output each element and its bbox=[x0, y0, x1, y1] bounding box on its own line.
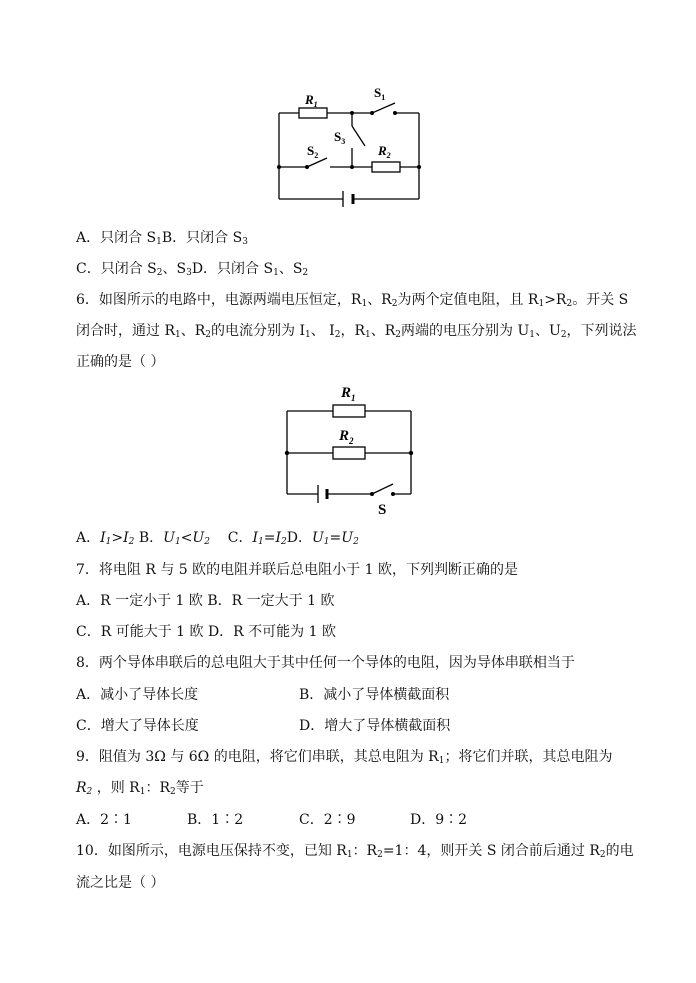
label-s: S bbox=[378, 502, 387, 518]
q9-option-a: A．2∶1 bbox=[76, 812, 132, 828]
q8-option-c: C．增大了导体长度 bbox=[76, 718, 199, 734]
q6-stem-line2: 闭合时，通过 $R_1$、$R_2$的电流分别为 $I_1$、 $I_2$，$R_1$、$R_2$两端的电压分别为 $U_1$、$U_2$，下列说法 bbox=[76, 323, 637, 340]
q6-options: A．$I_1>I_2$ B．$U_1<U_2$ C．$I_1=I_2D$．$U_1=U_2$ bbox=[76, 530, 359, 547]
q9-option-b: B．1∶2 bbox=[187, 812, 244, 828]
q9-option-d: D．9∶2 bbox=[410, 812, 468, 828]
label-r1: $R_1$ bbox=[341, 385, 356, 403]
q9-stem-line2: $R_2$ ，则 $R_1$：$R_2$等于 bbox=[76, 780, 204, 797]
q7-stem: 7．将电阻 R 与 5 欧的电阻并联后总电阻小于 1 欧，下列判断正确的是 bbox=[76, 562, 518, 578]
resistor-r1 bbox=[299, 108, 327, 118]
q8-option-d: D．增大了导体横截面积 bbox=[299, 718, 451, 734]
q7-options-cd: C．R 可能大于 1 欧 D．R 不可能为 1 欧 bbox=[76, 624, 336, 640]
q8-stem: 8．两个导体串联后的总电阻大于其中任何一个导体的电阻，因为导体串联相当于 bbox=[76, 655, 575, 671]
q6-stem-line3: 正确的是（ ） bbox=[76, 354, 165, 370]
q7-options-ab: A．R 一定小于 1 欧 B．R 一定大于 1 欧 bbox=[76, 593, 335, 609]
label-r2: $R_2$ bbox=[378, 143, 391, 160]
q10-stem-line1: 10．如图所示，电源电压保持不变，已知 $R_1$：$R_2=1$：4，则开关 S 闭合前后通过 $R_2$的电 bbox=[76, 843, 634, 860]
label-s1: $S_1$ bbox=[374, 85, 386, 102]
label-s3: $S_3$ bbox=[334, 129, 346, 146]
q9-stem-line1: 9．阻值为 3Ω 与 6Ω 的电阻，将它们串联，其总电阻为 $R_1$；将它们并联，其总电阻为 bbox=[76, 749, 613, 766]
q9-option-c: C．2∶9 bbox=[299, 812, 356, 828]
circuit-diagram-q5 bbox=[270, 80, 430, 210]
label-r1: $R_1$ bbox=[305, 92, 318, 109]
label-r2: $R_2$ bbox=[339, 428, 354, 446]
label-s2: $S_2$ bbox=[307, 143, 319, 160]
q10-stem-line2: 流之比是（ ） bbox=[76, 875, 165, 891]
resistor-r2 bbox=[333, 447, 365, 459]
q5-options-ab: A．只闭合 $S_1B$．只闭合 $S_3$ bbox=[76, 230, 248, 247]
resistor-r1 bbox=[333, 405, 365, 417]
circuit-diagram-q6 bbox=[278, 378, 428, 518]
resistor-r2 bbox=[372, 162, 400, 172]
q5-options-cd: C．只闭合 $S_2$、$S_3D$．只闭合 $S_1$、$S_2$ bbox=[76, 261, 309, 278]
q8-option-b: B．减小了导体横截面积 bbox=[299, 687, 450, 703]
q8-option-a: A．减小了导体长度 bbox=[76, 687, 199, 703]
q6-stem-line1: 6．如图所示的电路中，电源两端电压恒定，$R_1$、$R_2$为两个定值电阻，且 $R_1>R_2$。开关 S bbox=[76, 292, 629, 309]
